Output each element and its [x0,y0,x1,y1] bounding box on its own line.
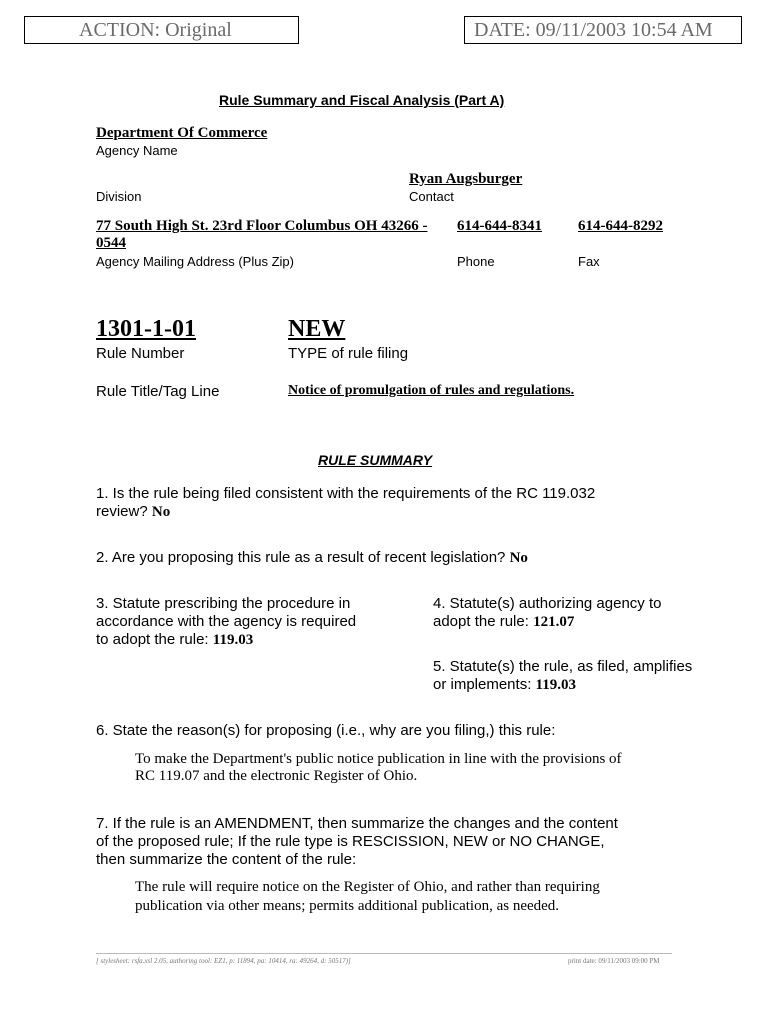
footer-print-date: print date: 09/11/2003 09:00 PM [568,957,660,965]
question-5-line-1: 5. Statute(s) the rule, as filed, amplifies [433,658,693,675]
question-5-text: or implements: [433,676,532,693]
question-5-line-2 [433,676,576,694]
rule-summary-heading: RULE SUMMARY [318,452,433,468]
date-label: DATE: 09/11/2003 10:54 AM [474,19,713,41]
fax-value: 614-644-8292 [578,218,663,234]
question-3-line-3 [96,631,253,649]
question-3-line-1: 3. Statute prescribing the procedure in [96,595,351,612]
action-box [24,16,299,44]
question-7-line-3: then summarize the content of the rule: [96,851,357,868]
question-1-line-1: 1. Is the rule being filed consistent with the requirements of the RC 119.032 [96,485,596,502]
question-7-line-2: of the proposed rule; If the rule type is RESCISSION, NEW or NO CHANGE, [96,833,605,850]
division-label: Division [96,189,142,204]
question-7-answer-line-1: The rule will require notice on the Register of Ohio, and rather than requiring [135,879,600,895]
rule-title-label: Rule Title/Tag Line [96,383,220,400]
rule-number-label: Rule Number [96,345,185,362]
question-4-line-1: 4. Statute(s) authorizing agency to [433,595,662,612]
question-5-answer: 119.03 [535,677,576,693]
question-2-text: 2. Are you proposing this rule as a result of recent legislation? [96,549,506,566]
action-label: ACTION: Original [79,19,232,41]
question-4-answer: 121.07 [533,614,575,630]
question-3-answer: 119.03 [212,632,254,648]
question-1-answer: No [151,504,171,520]
agency-name-label: Agency Name [96,143,178,158]
question-4-text: adopt the rule: [433,613,529,630]
filing-type: NEW [288,316,346,342]
form-title: Rule Summary and Fiscal Analysis (Part A) [219,92,505,108]
date-box [464,16,742,44]
address-label: Agency Mailing Address (Plus Zip) [96,254,294,269]
question-4-line-2 [433,613,574,631]
contact-label: Contact [409,189,454,204]
question-1-line-2 [96,503,170,521]
question-3-text: to adopt the rule: [96,631,209,648]
question-1-text: review? [96,503,148,520]
phone-label: Phone [457,254,495,269]
question-2-answer: No [509,550,528,566]
rule-number: 1301-1-01 [96,316,196,342]
phone-value: 614-644-8341 [457,218,542,234]
fax-label: Fax [578,254,600,269]
footer-meta: [ stylesheet: rsfa.xsl 2.05, authoring tool: EZ1, p: 11894, pa: 10414, ra: 49264, d: 50517)] [96,957,351,965]
address-line-2: 0544 [96,235,126,251]
question-6-answer-line-1: To make the Department's public notice publication in line with the provisions of [135,751,622,767]
footer-divider [96,953,672,954]
question-7-line-1: 7. If the rule is an AMENDMENT, then summarize the changes and the content [96,815,618,832]
question-3-line-2: accordance with the agency is required [96,613,357,630]
filing-type-label: TYPE of rule filing [288,345,409,362]
contact-name: Ryan Augsburger [409,171,523,187]
question-6-answer-line-2: RC 119.07 and the electronic Register of Ohio. [135,768,418,784]
department-name: Department Of Commerce [96,125,268,141]
address-line-1: 77 South High St. 23rd Floor Columbus OH 43266 - [96,218,428,234]
question-6: 6. State the reason(s) for proposing (i.e., why are you filing,) this rule: [96,722,556,739]
question-7-answer-line-2: publication via other means; permits additional publication, as needed. [135,898,560,914]
question-2 [96,549,528,567]
rule-title: Notice of promulgation of rules and regulations. [288,383,575,398]
